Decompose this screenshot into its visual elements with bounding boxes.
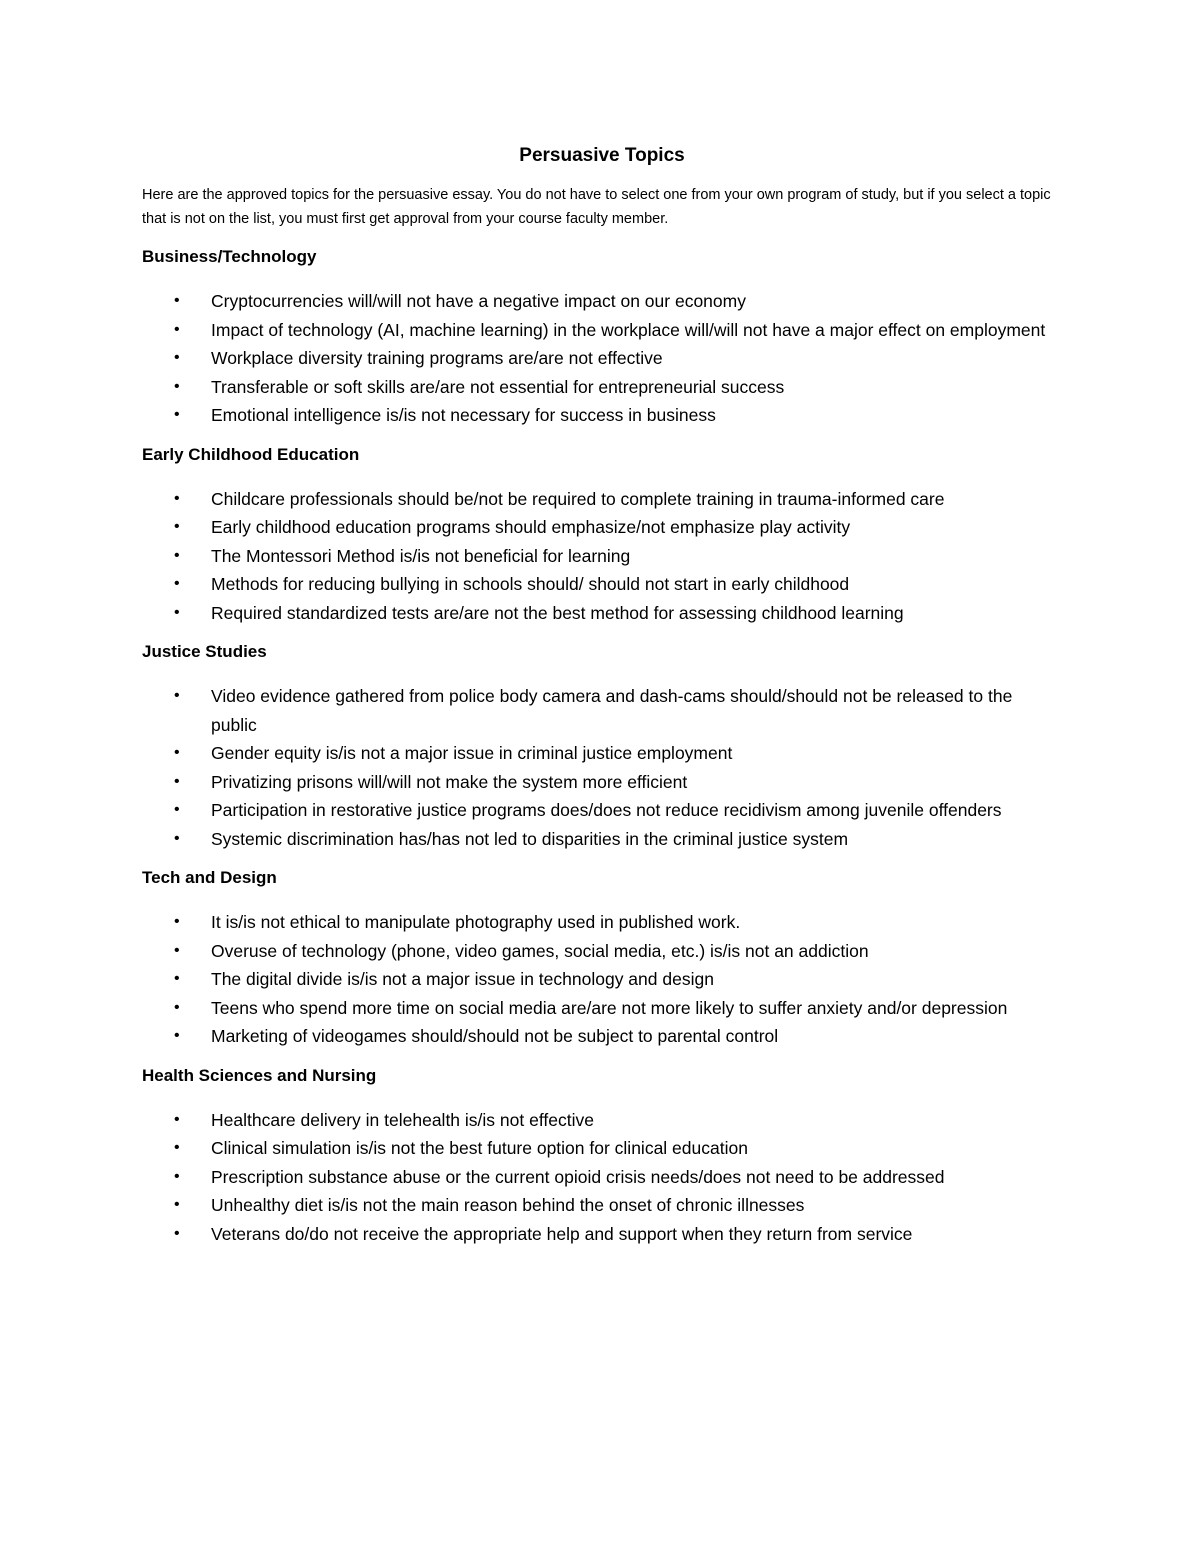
topic-text: Veterans do/do not receive the appropriate help and support when they return from service [211,1223,913,1244]
topic-item [142,937,1062,966]
section-heading: Tech and Design [142,868,277,887]
topic-item [142,825,1062,854]
topic-text: Prescription substance abuse or the current opioid crisis needs/does not need to be addressed [211,1166,945,1187]
topic-item [142,513,1062,542]
bullet-icon: • [174,518,180,535]
bullet-icon: • [174,1196,180,1213]
bullet-icon: • [174,970,180,987]
bullet-icon: • [174,292,180,309]
topic-text: Participation in restorative justice programs does/does not reduce recidivism among juvenile offenders [211,800,1002,820]
topic-text: Cryptocurrencies will/will not have a negative impact on our economy [211,291,746,311]
topic-item [142,1134,1062,1163]
bullet-icon: • [174,489,180,507]
bullet-icon: • [174,603,180,621]
topic-text: Early childhood education programs should emphasize/not emphasize play activity [211,517,851,537]
bullet-icon: • [174,801,180,818]
bullet-icon: • [174,1027,180,1044]
topic-text: Required standardized tests are/are not the best method for assessing childhood learning [211,602,904,623]
topic-text: Marketing of videogames should/should not be subject to parental control [211,1026,779,1046]
topic-item [142,316,1062,345]
section-heading: Justice Studies [142,642,267,661]
topic-item [142,768,1062,797]
topic-text: Overuse of technology (phone, video games, social media, etc.) is/is not an addiction [211,940,869,961]
topic-list [142,682,1062,853]
topic-text: Video evidence gathered from police body camera and dash-cams should/should not be released to the public [211,686,1013,735]
topic-item [142,485,1062,514]
topic-item [142,542,1062,571]
topic-text: The digital divide is/is not a major issue in technology and design [211,969,714,989]
topic-text: Healthcare delivery in telehealth is/is not effective [211,1109,594,1130]
bullet-icon: • [174,829,180,847]
topic-item [142,965,1062,994]
bullet-icon: • [174,1224,180,1242]
topic-text: Unhealthy diet is/is not the main reason behind the onset of chronic illnesses [211,1195,805,1215]
section-heading: Business/Technology [142,247,317,266]
topic-text: Emotional intelligence is/is not necessary for success in business [211,405,716,425]
topic-item [142,401,1062,430]
topic-item [142,287,1062,316]
topic-item [142,570,1062,599]
topic-list [142,287,1062,430]
topic-list [142,485,1062,628]
bullet-icon: • [174,1139,180,1156]
topic-list [142,908,1062,1051]
topic-text: The Montessori Method is/is not beneficial for learning [211,545,631,566]
bullet-icon: • [174,1110,180,1128]
topic-item [142,796,1062,825]
topic-text: It is/is not ethical to manipulate photography used in published work. [211,912,741,932]
topic-item [142,1191,1062,1220]
topic-text: Teens who spend more time on social media are/are not more likely to suffer anxiety and/or depression [211,997,1008,1018]
topic-item [142,599,1062,628]
intro-paragraph: Here are the approved topics for the persuasive essay. You do not have to select one from your own program of study, but if you select a topic that is not on the list, you must first get approval from your course faculty member. [142,187,1051,227]
topic-text: Systemic discrimination has/has not led to disparities in the criminal justice system [211,828,849,849]
topic-item [142,1220,1062,1249]
topic-item [142,373,1062,402]
topic-list [142,1106,1062,1249]
bullet-icon: • [174,772,180,790]
topic-text: Gender equity is/is not a major issue in criminal justice employment [211,743,733,763]
section-heading: Early Childhood Education [142,444,360,464]
bullet-icon: • [174,744,180,761]
topic-item [142,739,1062,768]
topic-text: Workplace diversity training programs are/are not effective [211,348,663,368]
topic-text: Methods for reducing bullying in schools should/ should not start in early childhood [211,574,850,594]
topic-sections [142,245,1062,1248]
topic-item [142,1163,1062,1192]
bullet-icon: • [174,546,180,564]
bullet-icon: • [174,913,180,930]
bullet-icon: • [174,349,180,366]
topic-text: Clinical simulation is/is not the best future option for clinical education [211,1138,748,1158]
bullet-icon: • [174,377,180,395]
bullet-icon: • [174,998,180,1016]
topic-text: Impact of technology (AI, machine learning) in the workplace will/will not have a major effect on employment [211,319,1046,340]
bullet-icon: • [174,406,180,423]
bullet-icon: • [174,687,180,704]
topic-item [142,908,1062,937]
page-title: Persuasive Topics [519,145,685,166]
topic-text: Childcare professionals should be/not be required to complete training in trauma-informed care [211,488,945,509]
bullet-icon: • [174,320,180,338]
topic-item [142,994,1062,1023]
topic-text: Transferable or soft skills are/are not essential for entrepreneurial success [211,376,785,397]
bullet-icon: • [174,575,180,592]
topic-text: Privatizing prisons will/will not make the system more efficient [211,771,688,792]
topic-item [142,682,1062,739]
topic-item [142,1022,1062,1051]
document-page [142,143,1062,1261]
section-heading: Health Sciences and Nursing [142,1065,377,1085]
topic-item [142,344,1062,373]
bullet-icon: • [174,1167,180,1185]
bullet-icon: • [174,941,180,959]
topic-item [142,1106,1062,1135]
